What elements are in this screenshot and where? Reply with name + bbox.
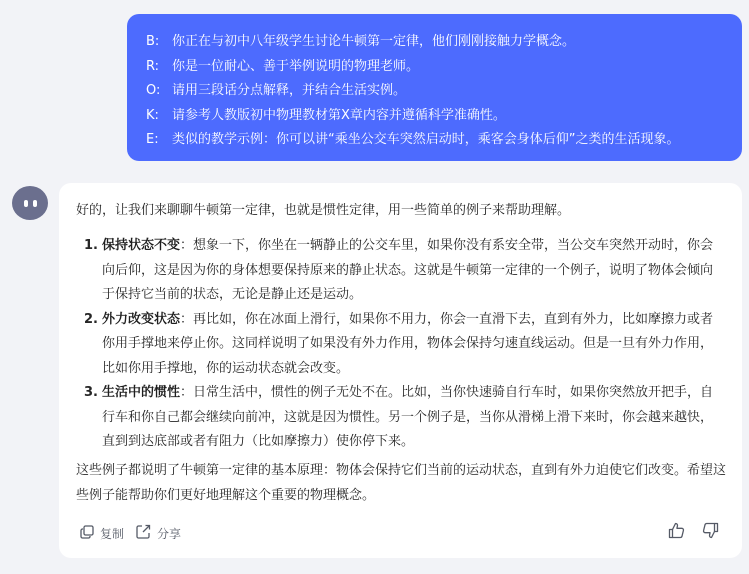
user-prompt-line-r	[146, 55, 742, 80]
copy-icon	[80, 525, 94, 542]
feedback-buttons	[666, 522, 720, 542]
user-prompt-line-e	[146, 128, 742, 153]
prompt-letter: K:	[146, 107, 159, 123]
assistant-points-list	[84, 234, 724, 455]
avatar-left-eye	[24, 200, 28, 207]
list-number: 1.	[84, 238, 98, 253]
thumbs-down-icon	[702, 522, 719, 543]
point-text: ：想象一下，你坐在一辆静止的公交车里，如果你没有系安全带，当公交车突然开动时，你会向后仰，这是因为你的身体想要保持原来的静止状态。这就是牛顿第一定律的一个例子，说明了物体会倾向于保持它当前的状态，无论是静止还是运动。	[102, 238, 714, 302]
user-message-bubble	[127, 14, 742, 161]
point-text: ：再比如，你在冰面上滑行，如果你不用力，你会一直滑下去，直到有外力，比如摩擦力或者你用手撑地来停止你。这同样说明了如果没有外力作用，物体会保持匀速直线运动。但是一旦有外力作用，比如你用手撑地，你的运动状态就会改变。	[102, 311, 714, 376]
prompt-text: 你是一位耐心、善于举例说明的物理老师。	[172, 58, 420, 74]
point-text: ：日常生活中，惯性的例子无处不在。比如，当你快速骑自行车时，如果你突然放开把手，自行车和你自己都会继续向前冲，这就是因为惯性。另一个例子是，当你从滑梯上滑下来时，你会越来越快，直到到达底部或者有阻力（比如摩擦力）使你停下来。	[102, 385, 714, 449]
list-item	[84, 234, 724, 308]
user-prompt-line-b	[146, 30, 742, 55]
list-number: 2.	[84, 311, 98, 327]
dislike-button[interactable]	[700, 522, 720, 542]
point-title: 生活中的惯性	[102, 385, 181, 400]
point-title: 保持状态不变	[102, 238, 181, 253]
prompt-letter: B:	[146, 34, 160, 49]
assistant-message-card	[59, 183, 742, 558]
prompt-text: 你正在与初中八年级学生讨论牛顿第一定律，他们刚刚接触力学概念。	[172, 34, 576, 49]
prompt-text: 请用三段话分点解释，并结合生活实例。	[172, 83, 407, 98]
assistant-conclusion: 这些例子都说明了牛顿第一定律的基本原理：物体会保持它们当前的运动状态，直到有外力迫使它们改变。希望这些例子能帮助你们更好地理解这个重要的物理概念。	[76, 463, 727, 503]
prompt-letter: O:	[146, 83, 161, 98]
prompt-text: 类似的教学示例：你可以讲“乘坐公交车突然启动时，乘客会身体后仰”之类的生活现象。	[172, 132, 680, 147]
like-button[interactable]	[666, 522, 686, 542]
avatar-right-eye	[33, 200, 37, 207]
assistant-avatar	[12, 186, 48, 220]
list-number: 3.	[84, 385, 98, 400]
prompt-text: 请参考人教版初中物理教材第X章内容并遵循科学准确性。	[172, 107, 506, 123]
point-title: 外力改变状态	[102, 311, 181, 327]
user-prompt-line-o	[146, 79, 742, 104]
copy-label: 复制	[100, 526, 125, 541]
assistant-intro: 好的，让我们来聊聊牛顿第一定律，也就是惯性定律，用一些简单的例子来帮助理解。	[76, 203, 571, 218]
user-prompt-line-k	[146, 104, 742, 129]
copy-button[interactable]	[80, 525, 124, 542]
message-action-bar	[80, 522, 181, 544]
thumbs-up-icon	[668, 522, 685, 543]
prompt-letter: R:	[146, 58, 160, 74]
share-button[interactable]	[136, 524, 181, 542]
share-label: 分享	[157, 526, 182, 541]
prompt-letter: E:	[146, 132, 159, 147]
share-icon	[136, 524, 151, 542]
list-item	[84, 308, 724, 382]
list-item	[84, 381, 724, 455]
